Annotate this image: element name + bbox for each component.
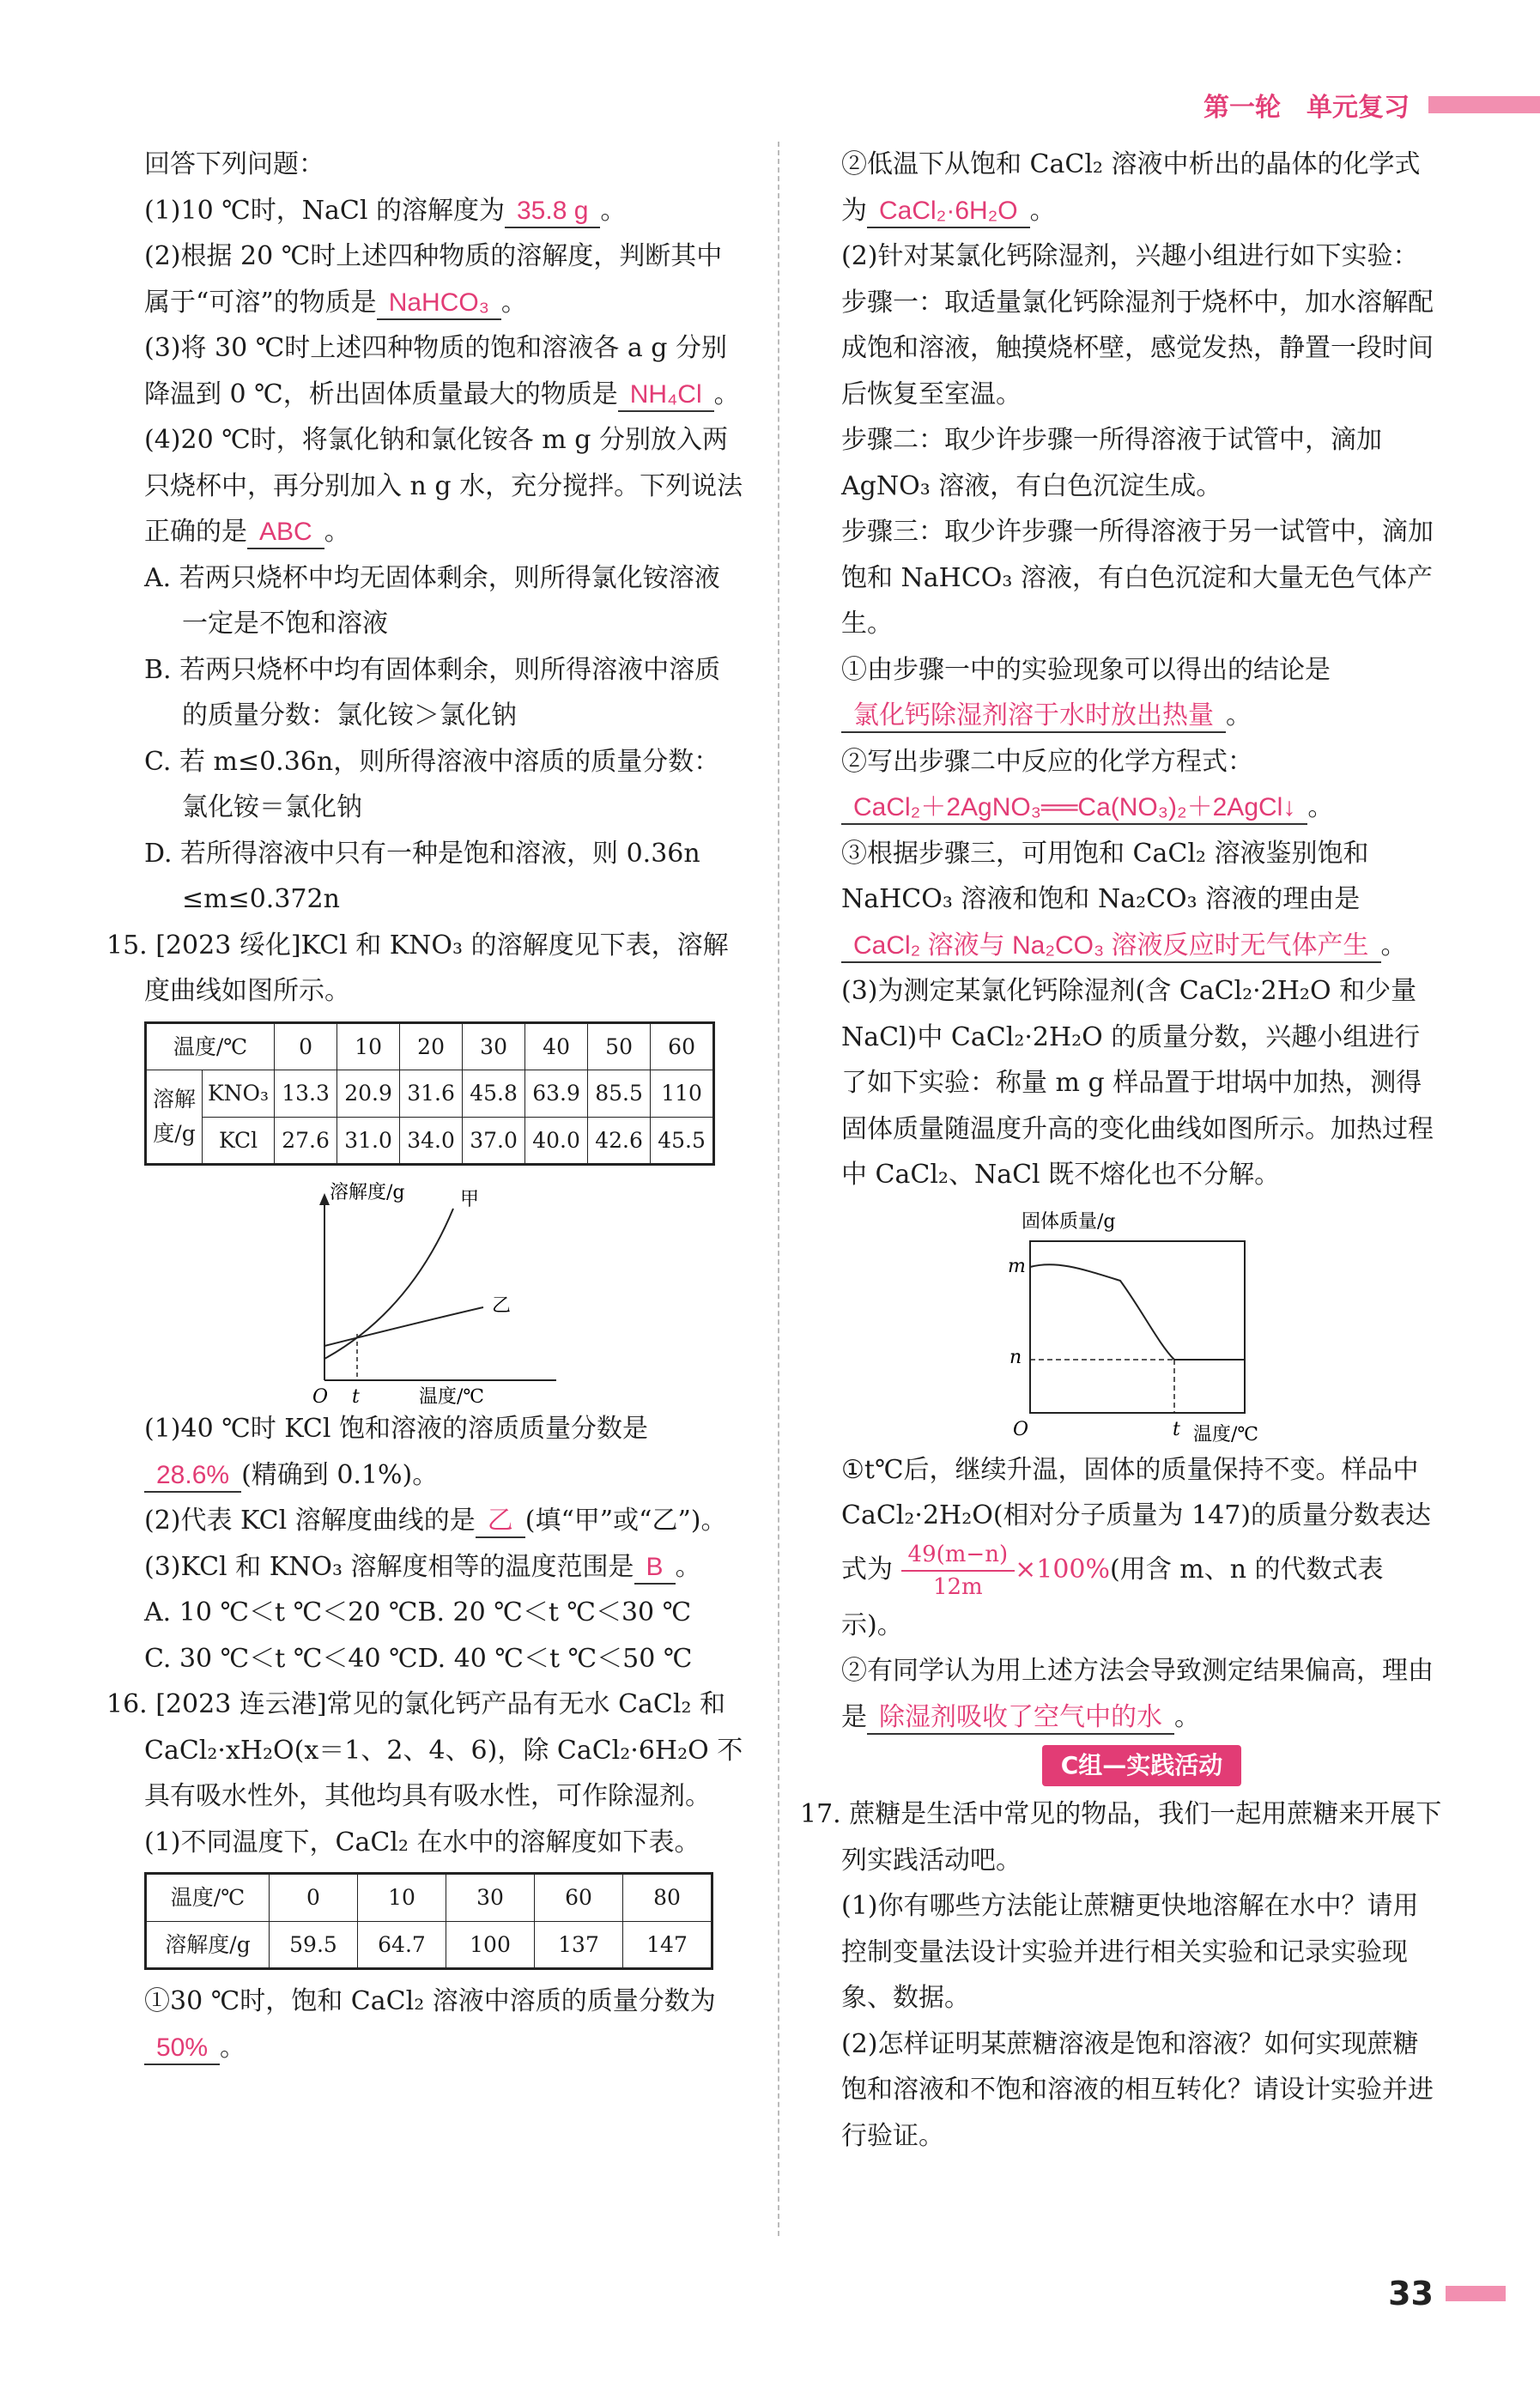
r2: (2)针对某氯化钙除湿剂，兴趣小组进行如下实验： [841, 241, 1419, 271]
step-2: 步骤二：取少许步骤一所得溶液于试管中，滴加 AgNO₃ 溶液，有白色沉淀生成。 [841, 425, 1382, 501]
column-divider [778, 142, 779, 2236]
answer-q15-3: B [634, 1552, 676, 1585]
answer-r1: CaCl₂·6H₂O [867, 196, 1030, 228]
right-column [800, 142, 1442, 2159]
answer-q2: NaHCO₃ [377, 288, 501, 320]
q3: (3)将 30 ℃时上述四种物质的饱和溶液各 a g 分别降温到 0 ℃，析出固体质量最大的物质是 NH₄Cl 。 [144, 325, 745, 417]
table-row: 温度/℃ 0 10 30 60 80 [146, 1874, 712, 1922]
question-17: 17. 蔗糖是生活中常见的物品，我们一起用蔗糖来开展下列实践活动吧。 [800, 1799, 1442, 1876]
m-label: m [1008, 1255, 1026, 1277]
option-b: B. 若两只烧杯中均有固体剩余，则所得溶液中溶质的质量分数：氯化铵＞氯化钠 [144, 654, 721, 730]
curve-jia [324, 1209, 453, 1359]
graph-frame [1030, 1241, 1245, 1413]
origin-label: O [1013, 1418, 1029, 1440]
q16-1: (1)不同温度下，CaCl₂ 在水中的溶解度如下表。 [144, 1827, 700, 1858]
mass-curve [1030, 1264, 1245, 1360]
answer-q15-1: 28.6% [144, 1460, 241, 1493]
q4: (4)20 ℃时，将氯化钠和氯化铵各 m g 分别放入两只烧杯中，再分别加入 n g 水，充分搅拌。下列说法正确的是 ABC 。 [144, 417, 745, 555]
r3: (3)为测定某氯化钙除湿剂(含 CaCl₂·2H₂O 和少量 NaCl)中 CaCl₂·2H₂O 的质量分数，兴趣小组进行了如下实验：称量 m g 样品置于坩埚中加热，测得固体质量随温度升高的变化曲线如图所示。加热过程中 CaCl₂、NaCl 既不熔化也不分解。 [841, 976, 1434, 1190]
q2: (2)根据 20 ℃时上述四种物质的溶解度，判断其中属于“可溶”的物质是 NaHCO₃ 。 [144, 233, 745, 325]
r3b: ②有同学认为用上述方法会导致测定结果偏高，理由是 除湿剂吸收了空气中的水 。 [841, 1648, 1442, 1740]
answer-fraction: $\frac{49(m-n)}{12m}$ [901, 1539, 1016, 1603]
q1: (1)10 ℃时，NaCl 的溶解度为 35.8 g 。 [144, 188, 745, 234]
answer-q15-2: 乙 [476, 1506, 525, 1538]
q15-3-options-2: C. 30 ℃＜t ℃＜40 ℃D. 40 ℃＜t ℃＜50 ℃ [144, 1643, 693, 1674]
option-d: D. 若所得溶液中只有一种是饱和溶液，则 0.36n ≤m≤0.372n [144, 838, 700, 914]
q15-2: (2)代表 KCl 溶解度曲线的是 乙 (填“甲”或“乙”)。 [144, 1498, 745, 1544]
label-jia: 甲 [460, 1189, 480, 1210]
t-label: t [352, 1386, 360, 1406]
group-c-title: C组—实践活动 [1042, 1745, 1242, 1786]
page-number-text: 33 [1388, 2275, 1434, 2312]
r1: ②低温下从饱和 CaCl₂ 溶液中析出的晶体的化学式为 CaCl₂·6H₂O 。 [841, 142, 1442, 233]
s1: ①由步骤一中的实验现象可以得出的结论是氯化钙除湿剂溶于水时放出热量 。 [841, 647, 1442, 739]
x-axis-label: 温度/℃ [419, 1386, 485, 1406]
x-axis-label: 温度/℃ [1193, 1423, 1259, 1445]
header-title: 第一轮 单元复习 [1204, 93, 1410, 123]
q17-2: (2)怎样证明某蔗糖溶液是饱和溶液？如何实现蔗糖饱和溶液和不饱和溶液的相互转化？请设计实验并进行验证。 [841, 2028, 1434, 2151]
s2: ②写出步骤二中反应的化学方程式：CaCl₂＋2AgNO₃══Ca(NO₃)₂＋2AgCl↓ 。 [841, 739, 1442, 831]
answer-q16-1a: 50% [144, 2033, 220, 2065]
page-header [1204, 86, 1540, 124]
page-number [1388, 2275, 1506, 2312]
table-row: 温度/℃ 0 10 20 30 40 50 60 [146, 1022, 714, 1070]
answer-s2: CaCl₂＋2AgNO₃══Ca(NO₃)₂＋2AgCl↓ [841, 792, 1307, 825]
label-yi: 乙 [492, 1295, 512, 1317]
answer-s1: 氯化钙除湿剂溶于水时放出热量 [841, 700, 1226, 733]
table-15 [144, 1021, 715, 1167]
question-15: 15. [2023 绥化]KCl 和 KNO₃ 的溶解度见下表，溶解度曲线如图所示。 [106, 930, 729, 1006]
table-row: KCl 27.6 31.0 34.0 37.0 40.0 42.6 45.5 [146, 1117, 714, 1165]
table-row: 溶解度/g KNO₃ 13.3 20.9 31.6 45.8 63.9 85.5 110 [146, 1070, 714, 1118]
page-number-bar [1446, 2286, 1506, 2301]
q16-1a: ①30 ℃时，饱和 CaCl₂ 溶液中溶质的质量分数为50% 。 [144, 1979, 745, 2070]
q15-1: (1)40 ℃时 KCl 饱和溶液的溶质质量分数是28.6% (精确到 0.1%)。 [144, 1406, 745, 1498]
answer-s3: CaCl₂ 溶液与 Na₂CO₃ 溶液反应时无气体产生 [841, 930, 1381, 963]
answer-q1: 35.8 g [505, 196, 600, 228]
origin-label: O [312, 1386, 329, 1406]
answer-q4: ABC [247, 517, 324, 549]
r3a: ①t℃后，继续升温，固体的质量保持不变。样品中 CaCl₂·2H₂O(相对分子质量为 147)的质量分数表达式为 $\frac{49(m-n)}{12m}$ ×100%(用含 m、n 的代数式表示)。 [841, 1454, 1432, 1640]
table-16 [144, 1872, 713, 1970]
step-3: 步骤三：取少许步骤一所得溶液于另一试管中，滴加饱和 NaHCO₃ 溶液，有白色沉淀和大量无色气体产生。 [841, 517, 1434, 639]
table-row: 溶解度/g 59.5 64.7 100 137 147 [146, 1921, 712, 1969]
q15-3: (3)KCl 和 KNO₃ 溶解度相等的温度范围是 B 。 [144, 1544, 745, 1591]
question-16: 16. [2023 连云港]常见的氯化钙产品有无水 CaCl₂ 和 CaCl₂·xH₂O(x＝1、2、4、6)，除 CaCl₂·6H₂O 不具有吸水性外，其他均具有吸水性，可作除湿剂。 [106, 1689, 743, 1811]
option-c: C. 若 m≤0.36n，则所得溶液中溶质的质量分数：氯化铵＝氯化钠 [144, 746, 720, 822]
q17-1: (1)你有哪些方法能让蔗糖更快地溶解在水中？请用控制变量法设计实验并进行相关实验和记录实验现象、数据。 [841, 1891, 1419, 2013]
s3: ③根据步骤三，可用饱和 CaCl₂ 溶液鉴别饱和 NaHCO₃ 溶液和饱和 Na₂CO₃ 溶液的理由是CaCl₂ 溶液与 Na₂CO₃ 溶液反应时无气体产生 。 [841, 831, 1442, 969]
group-c-banner [841, 1745, 1442, 1786]
mass-graph [987, 1207, 1382, 1447]
y-axis-arrow [319, 1193, 330, 1205]
step-1: 步骤一：取适量氯化钙除湿剂于烧杯中，加水溶解配成饱和溶液，触摸烧杯壁，感觉发热，静置一段时间后恢复至室温。 [841, 287, 1434, 409]
header-accent-bar [1428, 96, 1540, 113]
answer-r3b: 除湿剂吸收了空气中的水 [867, 1702, 1174, 1735]
curve-yi [324, 1307, 483, 1346]
q15-3-options-1: A. 10 ℃＜t ℃＜20 ℃B. 20 ℃＜t ℃＜30 ℃ [144, 1597, 692, 1627]
y-axis-label: 固体质量/g [1022, 1210, 1116, 1233]
t-label: t [1173, 1418, 1180, 1440]
n-label: n [1009, 1346, 1022, 1368]
intro-text: 回答下列问题： [144, 149, 324, 179]
y-axis-label: 溶解度/g [330, 1182, 405, 1203]
solubility-graph [273, 1174, 668, 1406]
left-column [106, 142, 745, 2070]
option-a: A. 若两只烧杯中均无固体剩余，则所得氯化铵溶液一定是不饱和溶液 [144, 562, 720, 639]
answer-q3: NH₄Cl [618, 379, 714, 412]
